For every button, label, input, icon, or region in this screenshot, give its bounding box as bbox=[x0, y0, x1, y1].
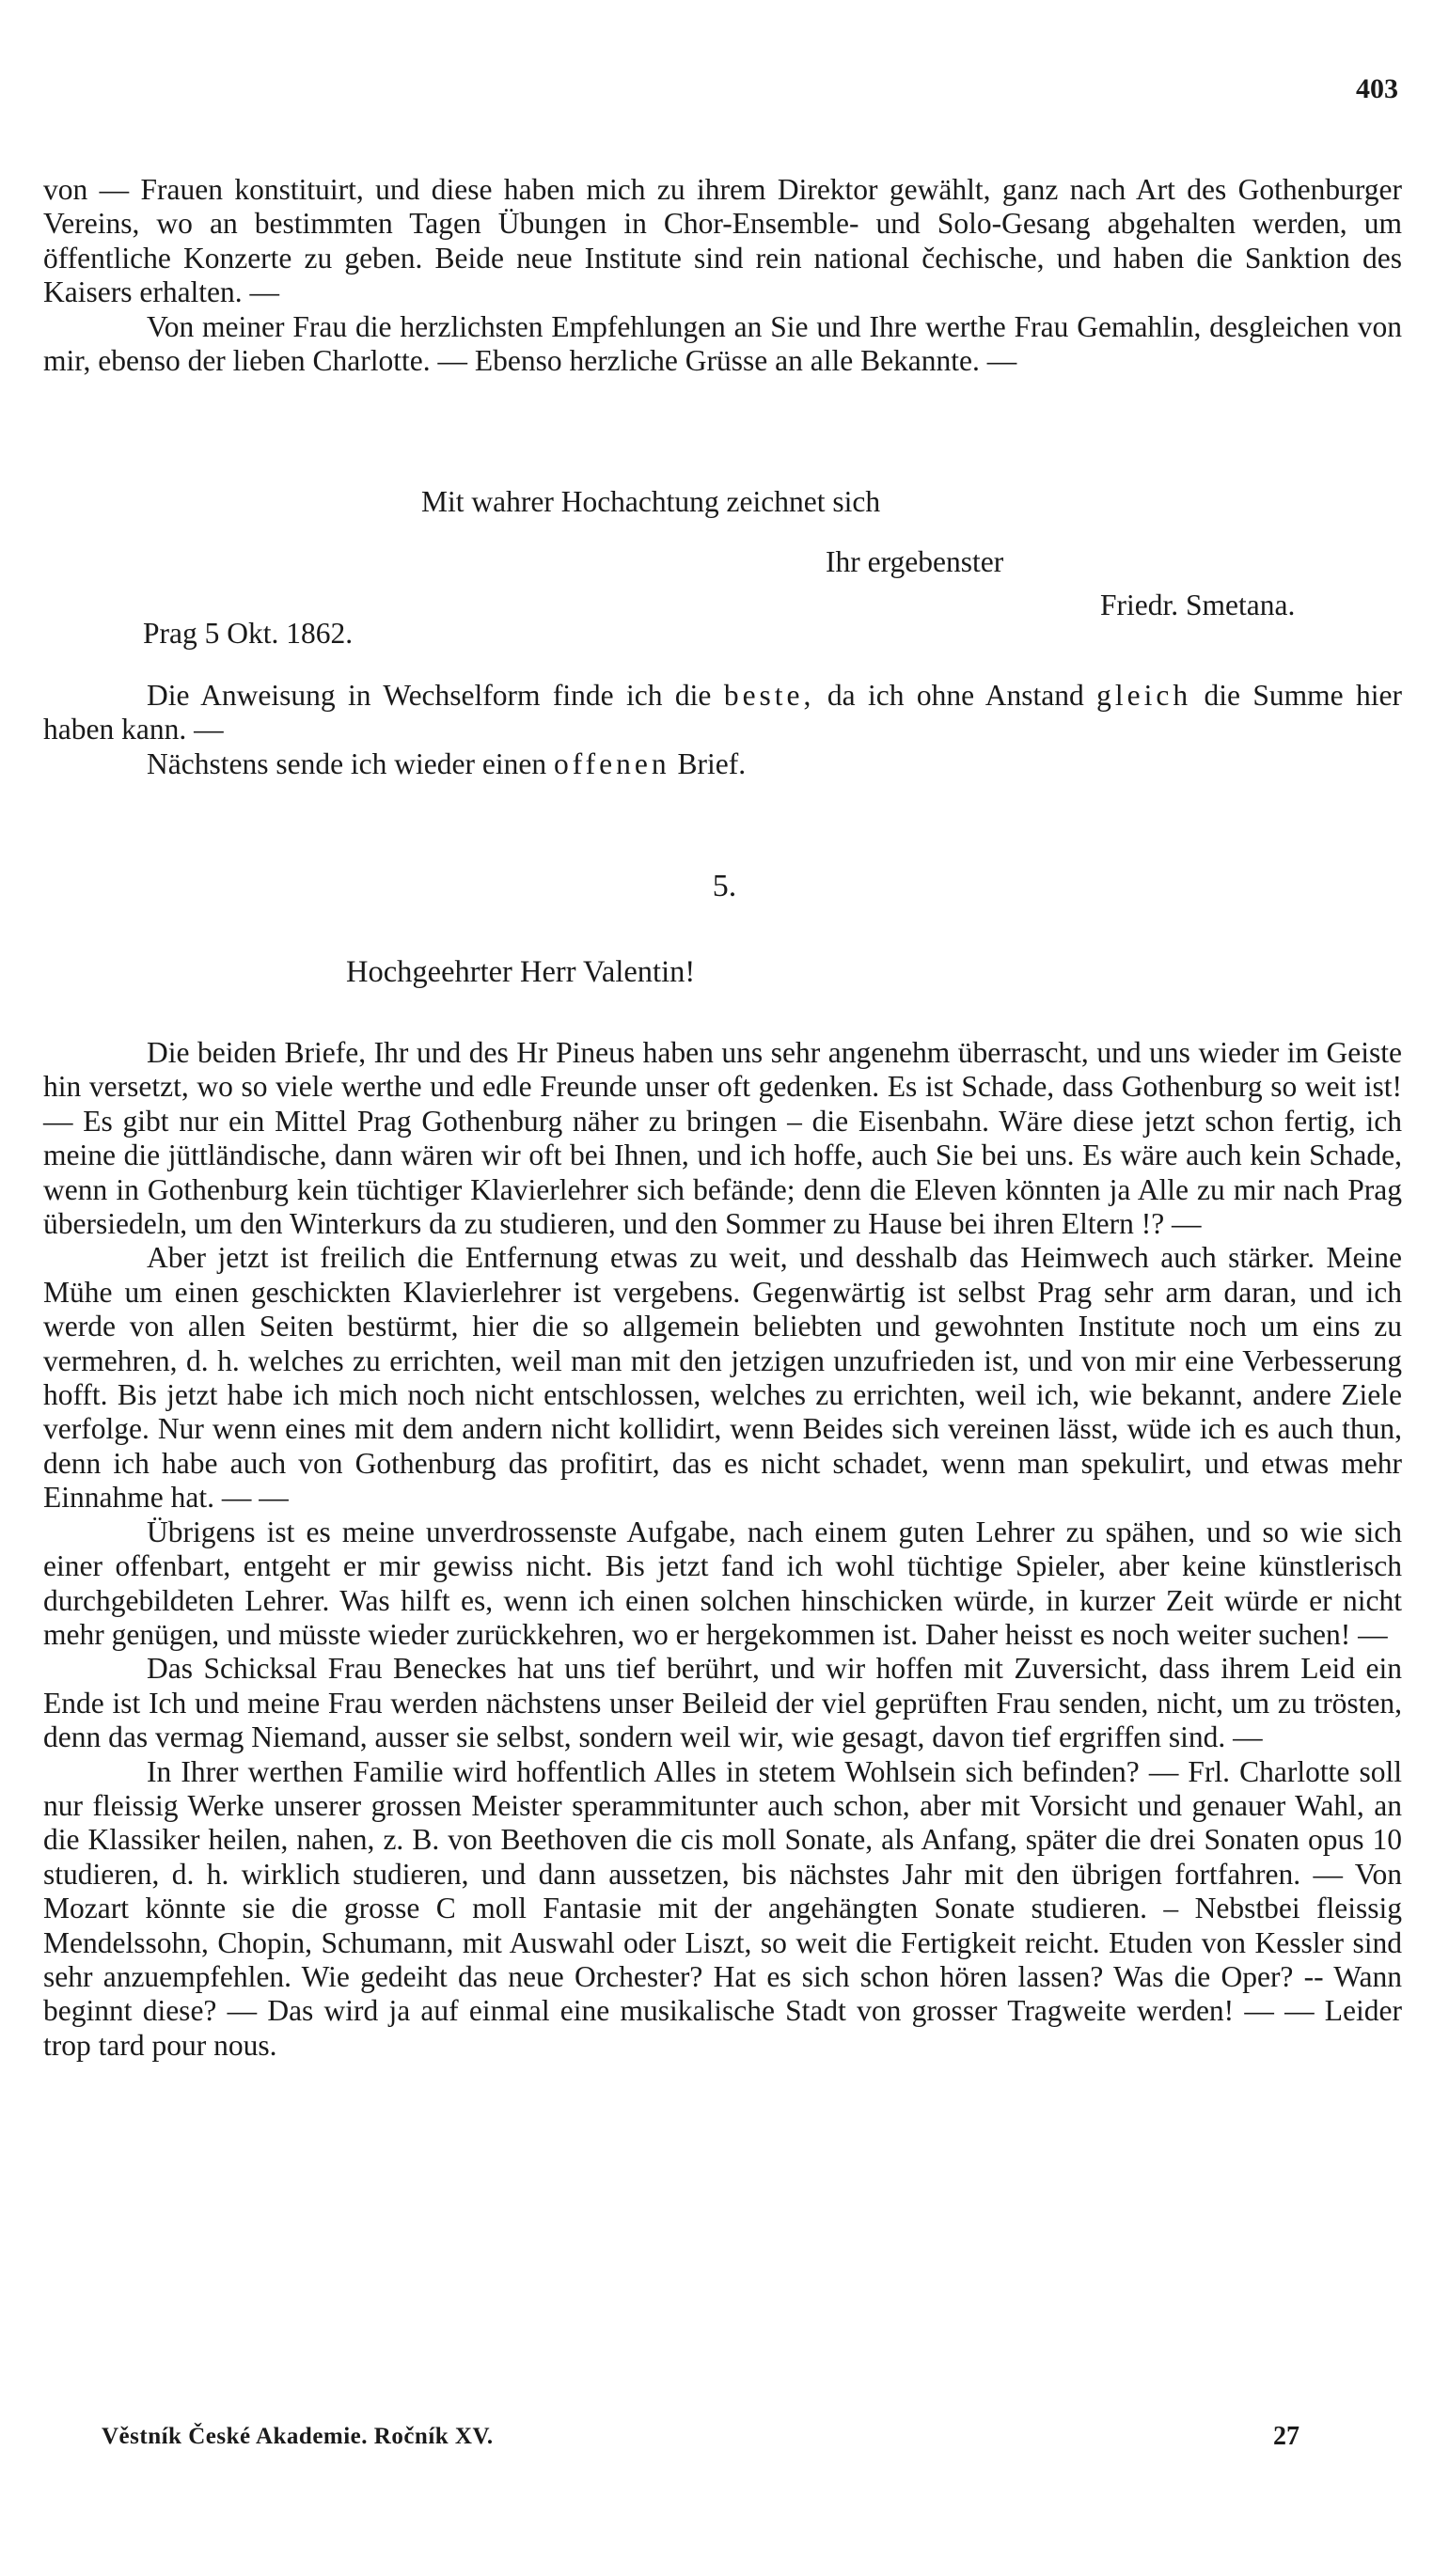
place-date: Prag 5 Okt. 1862. bbox=[143, 617, 354, 650]
postscript-paragraph-2 bbox=[43, 747, 1402, 781]
ps2-emphasis-offenen: offenen bbox=[553, 746, 670, 780]
ps1-part-e: die Summe hier haben kann. — bbox=[43, 679, 1403, 746]
letter4-text bbox=[43, 173, 1402, 378]
letter-number: 5. bbox=[712, 869, 737, 903]
yours-line: Ihr ergebenster bbox=[826, 545, 1004, 578]
postscript bbox=[43, 679, 1402, 781]
letter5-paragraph-3: Übrigens ist es meine unverdrossenste Aufgabe, nach einem guten Lehrer zu spähen, und so wie sich einer offenbart, entgeht er mir gewiss nicht. Bis jetzt fand ich wohl tüchtige Spieler, aber keine künstlerisch durchgebildeten Lehrer. Was hilft es, wenn ich einen solchen hinschicken würde, in kurzer Zeit würde er nicht mehr genügen, und müsste wieder zurückkehren, wo er hergekommen ist. Daher heisst es noch weiter suchen! — bbox=[43, 1515, 1402, 1651]
closing-line: Mit wahrer Hochachtung zeichnet sich bbox=[421, 485, 881, 518]
ps1-part-a: Die Anweisung in Wechselform finde ich die bbox=[147, 679, 712, 712]
letter4-paragraph-1: von — Frauen konstituirt, und diese haben mich zu ihrem Direktor gewählt, ganz nach Art des Gothenburger Vereins, wo an bestimmten Tagen Übungen in Chor-Ensemble- und Solo-Gesang abgehalten werden, um öffentliche Konzerte zu geben. Beide neue Institute sind rein national čechische, und haben die Sanktion des Kaisers erhalten. — bbox=[43, 173, 1402, 309]
salutation: Hochgeehrter Herr Valentin! bbox=[346, 955, 696, 989]
ps2-part-a: Nächstens sende ich wieder einen bbox=[147, 746, 547, 780]
ps1-part-c: da ich ohne Anstand bbox=[827, 679, 1084, 712]
letter4-paragraph-2: Von meiner Frau die herzlichsten Empfehlungen an Sie und Ihre werthe Frau Gemahlin, desgleichen von mir, ebenso der lieben Charlotte. — Ebenso herzliche Grüsse an alle Bekannte. — bbox=[43, 309, 1402, 378]
letter5-paragraph-1: Die beiden Briefe, Ihr und des Hr Pineus haben uns sehr angenehm überrascht, und uns wieder im Geiste hin versetzt, wo so viele werthe und edle Freunde unser oft gedenken. Es ist Schade, dass Gothenburg so weit ist! — Es gibt nur ein Mittel Prag Gothenburg näher zu bringen – die Eisenbahn. Wäre diese jetzt schon fertig, ich meine die jüttländische, dann wären wir oft bei Ihnen, und ich hoffe, auch Sie bei uns. Es wäre auch kein Schade, wenn in Gothenburg kein tüchtiger Klavierlehrer sich befände; denn die Eleven könnten ja Alle zu mir nach Prag übersiedeln, um den Winterkurs da zu studieren, und den Sommer zu Hause bei ihren Eltern !? — bbox=[43, 1036, 1402, 1241]
letter5-paragraph-4: Das Schicksal Frau Beneckes hat uns tief berührt, und wir hoffen mit Zuversicht, dass ihrem Leid ein Ende ist Ich und meine Frau werden nächstens unser Beileid der viel geprüften Frau senden, nicht, um zu trösten, denn das vermag Niemand, ausser sie selbst, sondern weil wir, wie gesagt, davon tief ergriffen sind. — bbox=[43, 1652, 1402, 1754]
sheet-number: 27 bbox=[1273, 2422, 1299, 2451]
letter5-paragraph-5: In Ihrer werthen Familie wird hoffentlich Alles in stetem Wohlsein sich befinden? — Frl. Charlotte soll nur fleissig Werke unserer grossen Meister sperammitunter auch schon, aber mit Vorsicht und genauer Wahl, an die Klassiker heilen, nahen, z. B. von Beethoven die cis moll Sonate, als Anfang, später die drei Sonaten opus 10 studieren, d. h. wirklich studieren, und dann aussetzen, bis nächstes Jahr mit den übrigen fortfahren. — Von Mozart könnte sie die grosse C moll Fantasie mit der angehängten Sonate studieren. – Nebstbei fleissig Mendelssohn, Chopin, Schumann, mit Auswahl oder Liszt, so weit die Fertigkeit reicht. Etuden von Kessler sind sehr anzuempfehlen. Wie gedeiht das neue Orchester? Hat es sich schon hören lassen? Was die Oper? -- Wann beginnt diese? — Das wird ja auf einmal eine musikalische Stadt von grosser Tragweite werden! — — Leider trop tard pour nous. bbox=[43, 1754, 1402, 2062]
signature: Friedr. Smetana. bbox=[1100, 589, 1296, 621]
ps1-emphasis-beste: beste, bbox=[723, 679, 815, 712]
letter5-paragraph-2: Aber jetzt ist freilich die Entfernung etwas zu weit, und desshalb das Heimwech auch stärker. Meine Mühe um einen geschickten Klavierlehrer ist vergebens. Gegenwärtig ist selbst Prag sehr arm daran, und ich werde von allen Seiten bestürmt, hier die so allgemein beliebten und gewohnten Institute noch um eins zu vermehren, d. h. welches zu errichten, weil man mit den jetzigen unzufrieden ist, und von mir eine Verbesserung hofft. Bis jetzt habe ich mich noch nicht entschlossen, welches zu errichten, weil ich, wie bekannt, andere Ziele verfolge. Nur wenn eines mit dem andern nicht kollidirt, wenn Beides sich vereinen lässt, wüde ich es auch thun, denn ich habe auch von Gothenburg das profitirt, das es nicht schadet, wenn man spekulirt, und etwas mehr Einnahme hat. — — bbox=[43, 1241, 1402, 1515]
ps2-part-c: Brief. bbox=[677, 746, 747, 780]
postscript-paragraph-1 bbox=[43, 679, 1402, 747]
letter5-text bbox=[43, 1036, 1402, 2063]
journal-footer: Věstník České Akademie. Ročník XV. bbox=[102, 2424, 494, 2449]
page-number: 403 bbox=[1356, 73, 1398, 104]
ps1-emphasis-gleich: gleich bbox=[1096, 679, 1192, 712]
